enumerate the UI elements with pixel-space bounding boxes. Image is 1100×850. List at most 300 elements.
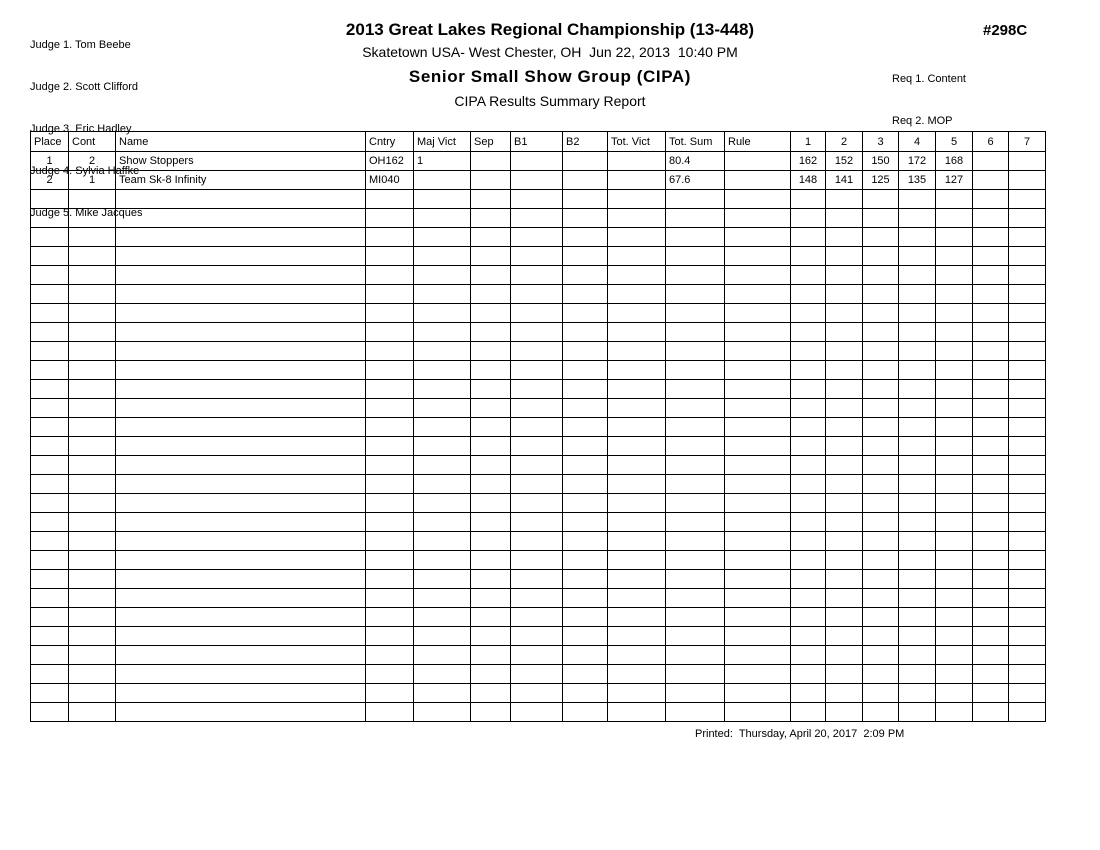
cell — [899, 532, 936, 551]
cell — [791, 665, 826, 684]
cell — [414, 684, 471, 703]
cell — [471, 342, 511, 361]
cell — [1009, 570, 1046, 589]
cell — [608, 608, 666, 627]
cell — [973, 190, 1009, 209]
cell — [899, 475, 936, 494]
cell — [608, 532, 666, 551]
cell — [1009, 665, 1046, 684]
cell: Team Sk-8 Infinity — [116, 171, 366, 190]
cell — [863, 703, 899, 722]
cell — [471, 152, 511, 171]
cell — [511, 494, 563, 513]
cell — [116, 361, 366, 380]
cell — [471, 190, 511, 209]
cell — [826, 437, 863, 456]
cell — [116, 551, 366, 570]
cell: 67.6 — [666, 171, 725, 190]
cell — [69, 703, 116, 722]
cell — [791, 513, 826, 532]
cell — [511, 456, 563, 475]
cell — [899, 190, 936, 209]
cell — [936, 513, 973, 532]
cell — [725, 475, 791, 494]
cell — [936, 570, 973, 589]
cell — [414, 209, 471, 228]
table-row — [31, 266, 1046, 285]
cell — [1009, 646, 1046, 665]
cell — [116, 570, 366, 589]
cell — [936, 418, 973, 437]
cell — [31, 209, 69, 228]
cell — [725, 437, 791, 456]
table-row — [31, 608, 1046, 627]
cell: 80.4 — [666, 152, 725, 171]
cell — [826, 418, 863, 437]
cell — [511, 152, 563, 171]
cell — [899, 266, 936, 285]
cell: MI040 — [366, 171, 414, 190]
cell — [608, 171, 666, 190]
championship-title: 2013 Great Lakes Regional Championship (13-448) — [345, 20, 755, 39]
cell — [116, 418, 366, 437]
cell — [973, 247, 1009, 266]
cell: 125 — [863, 171, 899, 190]
cell — [863, 399, 899, 418]
cell — [31, 247, 69, 266]
cell — [31, 285, 69, 304]
cell — [666, 190, 725, 209]
table-row — [31, 418, 1046, 437]
column-header: 1 — [791, 132, 826, 152]
cell — [725, 342, 791, 361]
cell — [116, 703, 366, 722]
table-row — [31, 570, 1046, 589]
column-header: Sep — [471, 132, 511, 152]
cell — [563, 437, 608, 456]
cell — [899, 589, 936, 608]
event-title: Senior Small Show Group (CIPA) — [408, 67, 692, 86]
cell — [511, 570, 563, 589]
cell — [69, 304, 116, 323]
cell — [471, 228, 511, 247]
cell — [414, 475, 471, 494]
cell — [366, 456, 414, 475]
cell — [471, 323, 511, 342]
cell — [471, 646, 511, 665]
cell — [116, 665, 366, 684]
cell — [666, 228, 725, 247]
cell — [936, 266, 973, 285]
cell — [863, 323, 899, 342]
cell — [725, 399, 791, 418]
cell — [414, 323, 471, 342]
cell — [116, 627, 366, 646]
cell — [826, 684, 863, 703]
cell — [725, 589, 791, 608]
cell — [725, 266, 791, 285]
cell — [31, 418, 69, 437]
cell — [116, 190, 366, 209]
cell — [366, 627, 414, 646]
cell — [69, 342, 116, 361]
cell — [366, 475, 414, 494]
cell — [31, 684, 69, 703]
judge-line: Judge 2. Scott Clifford — [30, 81, 139, 93]
cell — [725, 361, 791, 380]
cell — [414, 532, 471, 551]
cell — [936, 532, 973, 551]
req-line: Req 2. MOP — [892, 115, 953, 127]
venue-date-line: Skatetown USA- West Chester, OH Jun 22, 2013 10:40 PM — [362, 44, 738, 60]
cell — [563, 152, 608, 171]
cell — [973, 532, 1009, 551]
cell — [511, 684, 563, 703]
table-row — [31, 551, 1046, 570]
cell — [116, 608, 366, 627]
cell — [414, 608, 471, 627]
cell — [366, 494, 414, 513]
cell — [791, 608, 826, 627]
cell — [791, 437, 826, 456]
cell — [608, 342, 666, 361]
cell — [414, 513, 471, 532]
cell — [666, 418, 725, 437]
cell — [511, 665, 563, 684]
cell — [791, 684, 826, 703]
cell — [936, 399, 973, 418]
cell — [863, 418, 899, 437]
cell — [69, 380, 116, 399]
cell — [471, 361, 511, 380]
cell — [563, 209, 608, 228]
cell — [863, 361, 899, 380]
cell — [899, 361, 936, 380]
cell — [936, 627, 973, 646]
cell — [973, 285, 1009, 304]
cell — [1009, 589, 1046, 608]
cell — [116, 494, 366, 513]
column-header: Place — [31, 132, 69, 152]
table-row — [31, 361, 1046, 380]
cell — [725, 418, 791, 437]
cell — [863, 646, 899, 665]
cell — [973, 646, 1009, 665]
cell — [563, 304, 608, 323]
cell — [608, 627, 666, 646]
cell — [511, 304, 563, 323]
table-row — [31, 247, 1046, 266]
cell — [725, 646, 791, 665]
cell — [414, 304, 471, 323]
cell — [791, 342, 826, 361]
cell — [414, 342, 471, 361]
cell — [973, 342, 1009, 361]
cell — [563, 380, 608, 399]
cell — [973, 266, 1009, 285]
cell — [31, 399, 69, 418]
table-row — [31, 171, 1046, 190]
cell — [936, 646, 973, 665]
cell — [1009, 532, 1046, 551]
cell — [116, 304, 366, 323]
cell — [791, 703, 826, 722]
cell — [826, 608, 863, 627]
results-table — [30, 131, 1046, 722]
cell — [1009, 494, 1046, 513]
cell — [666, 437, 725, 456]
table-row — [31, 380, 1046, 399]
cell — [116, 209, 366, 228]
cell — [899, 342, 936, 361]
cell — [31, 665, 69, 684]
cell — [366, 418, 414, 437]
cell — [666, 513, 725, 532]
cell — [116, 589, 366, 608]
cell: 150 — [863, 152, 899, 171]
cell — [725, 190, 791, 209]
cell — [563, 418, 608, 437]
cell — [863, 608, 899, 627]
cell — [725, 684, 791, 703]
cell — [511, 475, 563, 494]
cell — [899, 703, 936, 722]
cell — [899, 209, 936, 228]
cell — [69, 513, 116, 532]
table-header — [31, 132, 1046, 152]
cell — [414, 228, 471, 247]
cell — [863, 228, 899, 247]
cell — [366, 228, 414, 247]
table-row — [31, 684, 1046, 703]
cell — [899, 513, 936, 532]
cell — [69, 532, 116, 551]
cell — [826, 703, 863, 722]
cell — [366, 532, 414, 551]
cell — [366, 209, 414, 228]
cell — [31, 456, 69, 475]
cell — [666, 570, 725, 589]
cell — [608, 209, 666, 228]
table-row — [31, 152, 1046, 171]
table-row — [31, 342, 1046, 361]
cell — [69, 551, 116, 570]
cell — [116, 646, 366, 665]
cell — [725, 380, 791, 399]
cell — [899, 551, 936, 570]
cell — [1009, 399, 1046, 418]
cell — [511, 608, 563, 627]
cell — [666, 247, 725, 266]
cell — [414, 285, 471, 304]
table-row — [31, 285, 1046, 304]
cell — [511, 418, 563, 437]
cell — [863, 285, 899, 304]
cell — [69, 247, 116, 266]
cell — [414, 247, 471, 266]
cell — [1009, 437, 1046, 456]
cell — [666, 361, 725, 380]
cell — [511, 399, 563, 418]
cell — [471, 456, 511, 475]
cell — [973, 304, 1009, 323]
printed-timestamp: Printed: Thursday, April 20, 2017 2:09 PM — [695, 728, 905, 740]
cell — [791, 380, 826, 399]
cell — [1009, 475, 1046, 494]
cell — [608, 570, 666, 589]
cell — [69, 437, 116, 456]
cell — [666, 551, 725, 570]
column-header: 2 — [826, 132, 863, 152]
cell — [973, 361, 1009, 380]
cell — [563, 627, 608, 646]
cell — [31, 304, 69, 323]
cell — [725, 532, 791, 551]
cell — [936, 209, 973, 228]
cell — [973, 551, 1009, 570]
cell — [936, 608, 973, 627]
cell — [725, 494, 791, 513]
cell — [608, 304, 666, 323]
cell — [366, 513, 414, 532]
cell — [563, 456, 608, 475]
cell — [69, 266, 116, 285]
cell — [791, 627, 826, 646]
cell — [69, 285, 116, 304]
table-row — [31, 665, 1046, 684]
cell — [366, 551, 414, 570]
cell — [471, 418, 511, 437]
cell — [608, 323, 666, 342]
cell — [31, 437, 69, 456]
table-row — [31, 304, 1046, 323]
cell — [69, 190, 116, 209]
cell — [116, 342, 366, 361]
cell — [608, 152, 666, 171]
cell — [1009, 342, 1046, 361]
cell — [1009, 703, 1046, 722]
cell — [31, 228, 69, 247]
table-row — [31, 703, 1046, 722]
cell — [608, 247, 666, 266]
cell — [826, 475, 863, 494]
cell — [511, 247, 563, 266]
cell — [973, 209, 1009, 228]
cell — [1009, 285, 1046, 304]
cell — [31, 494, 69, 513]
report-title: CIPA Results Summary Report — [454, 93, 646, 109]
cell — [826, 247, 863, 266]
cell — [899, 228, 936, 247]
cell — [666, 665, 725, 684]
judge-line: Judge 5. Mike Jacques — [30, 207, 143, 219]
cell — [973, 570, 1009, 589]
cell — [69, 399, 116, 418]
cell — [471, 589, 511, 608]
cell — [899, 456, 936, 475]
cell — [791, 551, 826, 570]
cell — [563, 190, 608, 209]
cell — [863, 494, 899, 513]
cell — [471, 304, 511, 323]
cell: 168 — [936, 152, 973, 171]
cell — [899, 665, 936, 684]
cell — [791, 361, 826, 380]
cell — [471, 703, 511, 722]
cell — [936, 437, 973, 456]
cell — [725, 627, 791, 646]
cell — [69, 323, 116, 342]
cell — [511, 437, 563, 456]
cell — [826, 646, 863, 665]
cell — [666, 608, 725, 627]
cell — [1009, 304, 1046, 323]
cell — [1009, 627, 1046, 646]
cell — [69, 646, 116, 665]
cell — [563, 285, 608, 304]
cell — [608, 703, 666, 722]
cell — [936, 703, 973, 722]
cell — [471, 171, 511, 190]
cell — [973, 513, 1009, 532]
cell — [563, 589, 608, 608]
cell — [31, 323, 69, 342]
column-header: 3 — [863, 132, 899, 152]
cell — [414, 266, 471, 285]
cell — [471, 247, 511, 266]
cell — [69, 665, 116, 684]
cell — [414, 646, 471, 665]
cell — [826, 399, 863, 418]
cell — [31, 532, 69, 551]
cell — [69, 209, 116, 228]
cell — [563, 361, 608, 380]
cell — [666, 494, 725, 513]
cell: 127 — [936, 171, 973, 190]
cell — [31, 646, 69, 665]
table-row — [31, 513, 1046, 532]
cell — [863, 456, 899, 475]
cell — [899, 608, 936, 627]
cell — [563, 646, 608, 665]
cell — [608, 285, 666, 304]
cell — [863, 551, 899, 570]
cell — [666, 380, 725, 399]
cell: 148 — [791, 171, 826, 190]
cell — [414, 190, 471, 209]
cell — [471, 475, 511, 494]
cell — [666, 285, 725, 304]
cell — [608, 266, 666, 285]
cell — [899, 646, 936, 665]
cell — [563, 532, 608, 551]
cell — [725, 228, 791, 247]
cell — [826, 361, 863, 380]
cell — [863, 532, 899, 551]
cell — [116, 247, 366, 266]
cell — [899, 399, 936, 418]
event-number: #298C — [983, 22, 1028, 39]
cell — [69, 361, 116, 380]
cell — [414, 494, 471, 513]
cell — [563, 513, 608, 532]
cell — [863, 304, 899, 323]
cell: 2 — [69, 152, 116, 171]
cell — [725, 247, 791, 266]
table-row — [31, 209, 1046, 228]
cell — [826, 342, 863, 361]
cell — [366, 570, 414, 589]
